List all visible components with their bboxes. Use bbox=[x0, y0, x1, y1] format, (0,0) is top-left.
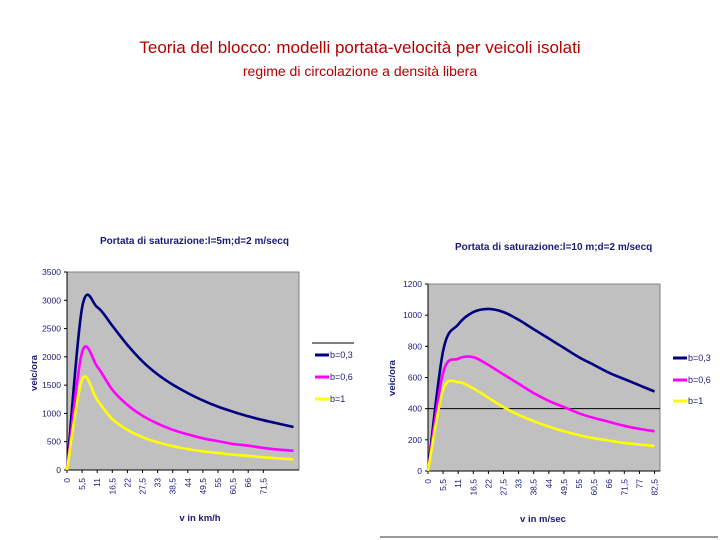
chart2-y-tick-label: 0 bbox=[417, 466, 422, 476]
chart2-x-tick-label: 38,5 bbox=[528, 479, 539, 496]
chart2-legend-label-2: b=0,6 bbox=[688, 375, 711, 385]
chart1-x-tick-label: 27,5 bbox=[137, 478, 148, 495]
chart1-x-tick-label: 38,5 bbox=[167, 478, 178, 495]
chart2-x-tick-label: 82,5 bbox=[649, 479, 660, 496]
chart2-legend-label-3: b=1 bbox=[688, 396, 704, 406]
slide-title: Teoria del blocco: modelli portata-velocità per veicoli isolati bbox=[139, 38, 581, 57]
chart1-y-tick-label: 2000 bbox=[42, 351, 61, 362]
chart1-x-tick-label: 49,5 bbox=[197, 478, 208, 495]
chart2-x-tick-label: 5,5 bbox=[438, 479, 449, 491]
chart1-y-tick-label: 1000 bbox=[42, 408, 61, 419]
chart2-x-tick-label: 0 bbox=[423, 479, 433, 484]
chart1-y-tick-label: 3000 bbox=[42, 295, 61, 306]
chart2-x-tick-label: 66 bbox=[604, 479, 615, 489]
chart1-y-tick-label: 2500 bbox=[42, 323, 61, 334]
chart2-x-tick-label: 11 bbox=[453, 479, 464, 488]
chart1-y-tick-label: 0 bbox=[56, 465, 61, 475]
chart1-x-tick-label: 0 bbox=[62, 478, 72, 483]
chart2-y-axis-label: veic/ora bbox=[387, 360, 398, 396]
chart1-title: Portata di saturazione:l=5m;d=2 m/secq bbox=[100, 236, 289, 247]
chart1-x-tick-label: 22 bbox=[122, 478, 133, 488]
chart1-x-tick-label: 44 bbox=[182, 478, 193, 488]
chart2-x-tick-label: 60,5 bbox=[589, 479, 600, 496]
chart2-x-tick-label: 16,5 bbox=[468, 479, 479, 496]
chart1-x-tick-label: 5,5 bbox=[77, 478, 88, 490]
chart2-y-tick-label: 800 bbox=[407, 341, 422, 352]
slide-subtitle: regime di circolazione a densità libera bbox=[242, 63, 478, 79]
chart2-x-tick-label: 71,5 bbox=[619, 479, 630, 496]
chart1-x-axis-label: v in km/h bbox=[179, 513, 221, 524]
chart2-y-tick-label: 1200 bbox=[403, 279, 422, 289]
chart2-x-tick-label: 22 bbox=[483, 479, 494, 489]
chart2-x-tick-label: 49,5 bbox=[558, 479, 569, 496]
chart2-y-tick-label: 400 bbox=[407, 403, 422, 414]
chart1-legend-label-1: b=0,3 bbox=[330, 350, 353, 360]
chart1-legend-label-3: b=1 bbox=[330, 394, 346, 404]
chart2-x-tick-label: 27,5 bbox=[498, 478, 509, 496]
chart1-x-tick-label: 33 bbox=[152, 478, 163, 488]
chart1-y-tick-label: 1500 bbox=[42, 380, 61, 391]
chart1-x-tick-label: 16,5 bbox=[107, 478, 118, 495]
chart2-x-axis-label: v in m/sec bbox=[520, 514, 566, 525]
chart1-y-tick-label: 500 bbox=[46, 436, 61, 447]
chart1-x-tick-label: 11 bbox=[92, 478, 103, 487]
chart2-x-tick-label: 55 bbox=[574, 479, 585, 489]
chart1-x-tick-label: 55 bbox=[213, 478, 224, 488]
chart2-legend-label-1: b=0,3 bbox=[688, 353, 711, 363]
chart2-y-tick-label: 600 bbox=[407, 372, 422, 383]
chart2-title: Portata di saturazione:l=10 m;d=2 m/secq bbox=[455, 242, 653, 253]
chart1-x-tick-label: 60,5 bbox=[228, 478, 239, 495]
chart1-x-tick-label: 66 bbox=[243, 478, 254, 488]
chart1-legend-label-2: b=0,6 bbox=[330, 372, 353, 382]
chart2-x-tick-label: 44 bbox=[543, 479, 554, 489]
chart2-y-tick-label: 200 bbox=[407, 434, 422, 445]
chart2-y-tick-label: 1000 bbox=[403, 310, 422, 321]
chart2-x-tick-label: 33 bbox=[513, 479, 524, 489]
chart1-y-tick-label: 3500 bbox=[42, 267, 61, 277]
chart2-x-tick-label: 77 bbox=[634, 479, 645, 489]
chart1-y-axis-label: veic/ora bbox=[29, 355, 40, 391]
chart1-x-tick-label: 71,5 bbox=[258, 478, 269, 495]
